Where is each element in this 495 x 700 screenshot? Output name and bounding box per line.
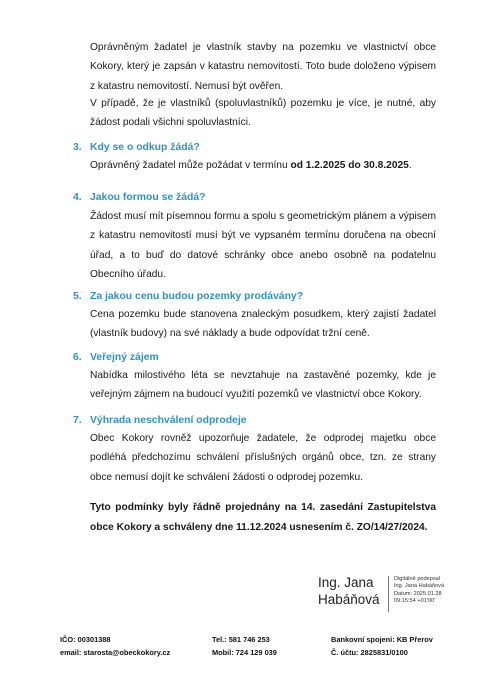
section-number: 7. xyxy=(73,415,82,426)
signature-box-line: Digitálně podepsal xyxy=(394,576,441,582)
footer-mobil: Mobil: 724 129 039 xyxy=(212,648,277,657)
signature-name xyxy=(318,574,388,608)
footer-tel: Tel.: 581 746 253 xyxy=(212,635,270,644)
footer-ico: IČO: 00301388 xyxy=(60,635,111,644)
deadline-dates: od 1.2.2025 do 30.8.2025 xyxy=(290,160,409,171)
section-text-when xyxy=(90,156,436,175)
section-heading-reservation xyxy=(73,414,247,428)
closing-statement: Tyto podmínky byly řádně projednány na 14. zasedání Zastupitelstva obce Kokory a schváleny dne 11.12.2024 usnesením č. ZO/14/27/2024. xyxy=(90,502,436,533)
section-title: Za jakou cenu budou pozemky prodávány? xyxy=(90,291,304,302)
section-number: 5. xyxy=(73,291,82,302)
section-text-public-interest: Nabídka milostivého léta se nevztahuje na zastavěné pozemky, kde je veřejným zájmem na budoucí využití pozemků ve vlastnictví obce Kokory. xyxy=(90,370,436,401)
signature-box-line: 09:15:54 +01'00' xyxy=(394,598,436,605)
section-text-price: Cena pozemku bude stanovena znaleckým posudkem, který zajistí žadatel (vlastník budovy) na své náklady a bude odpovídat tržní ceně. xyxy=(90,309,436,340)
footer-account: Č. účtu: 2825831/0100 xyxy=(331,648,408,657)
deadline-end: . xyxy=(408,160,412,171)
section-number: 4. xyxy=(73,192,82,203)
section-heading-public-interest xyxy=(73,351,159,365)
section-number: 6. xyxy=(73,352,82,363)
deadline-text: Oprávněný žadatel může požádat v termínu xyxy=(90,160,291,171)
footer-contact-middle xyxy=(212,633,277,659)
section-text-reservation: Obec Kokory rovněž upozorňuje žadatele, že odprodej majetku obce podléhá předchozímu schválení příslušných orgánů obce, tzn. ze strany obce nemusí dojít ke schválení žádosti o odprodej pozemku. xyxy=(90,433,436,483)
footer-bank xyxy=(331,633,433,659)
section-title: Kdy se o odkup žádá? xyxy=(90,142,200,153)
section-heading-price xyxy=(73,290,303,304)
signature-name-line2: Habáňová xyxy=(318,592,380,607)
footer-contact-left xyxy=(60,633,170,659)
intro-paragraph-co-owners: V případě, že je vlastníků (spoluvlastníků) pozemku je více, je nutné, aby žádost podali všichni spoluvlastníci. xyxy=(90,98,436,129)
signature-name-line1: Ing. Jana xyxy=(318,575,374,590)
section-heading-form xyxy=(73,191,205,205)
footer-bank-name: Bankovní spojení: KB Přerov xyxy=(331,635,433,644)
section-heading-when xyxy=(73,141,200,155)
section-text-form: Žádost musí mít písemnou formu a spolu s geometrickým plánem a výpisem z katastru nemovitostí musí být ve vypsaném termínu doručena na obecní úřad, a to buď do datové schránky obce anebo osobně na podatelnu Obecního úřadu. xyxy=(90,211,436,281)
section-title: Jakou formou se žádá? xyxy=(90,192,206,203)
signature-box-line: Ing. Jana Habáňová xyxy=(394,583,445,590)
intro-paragraph-owner: Oprávněným žadatel je vlastník stavby na pozemku ve vlastnictví obce Kokory, který je zapsán v katastru nemovitostí. Toto bude doloženo výpisem z katastru nemovitostí. Nemusí být ověřen. xyxy=(90,42,436,92)
footer-email: email: starosta@obeckokory.cz xyxy=(60,648,171,657)
signature-box-line: Datum: 2025.01.28 xyxy=(394,590,442,597)
section-title: Veřejný zájem xyxy=(90,352,159,363)
section-title: Výhrada neschválení odprodeje xyxy=(90,415,247,426)
section-number: 3. xyxy=(73,142,82,153)
digital-signature-box xyxy=(388,576,464,612)
